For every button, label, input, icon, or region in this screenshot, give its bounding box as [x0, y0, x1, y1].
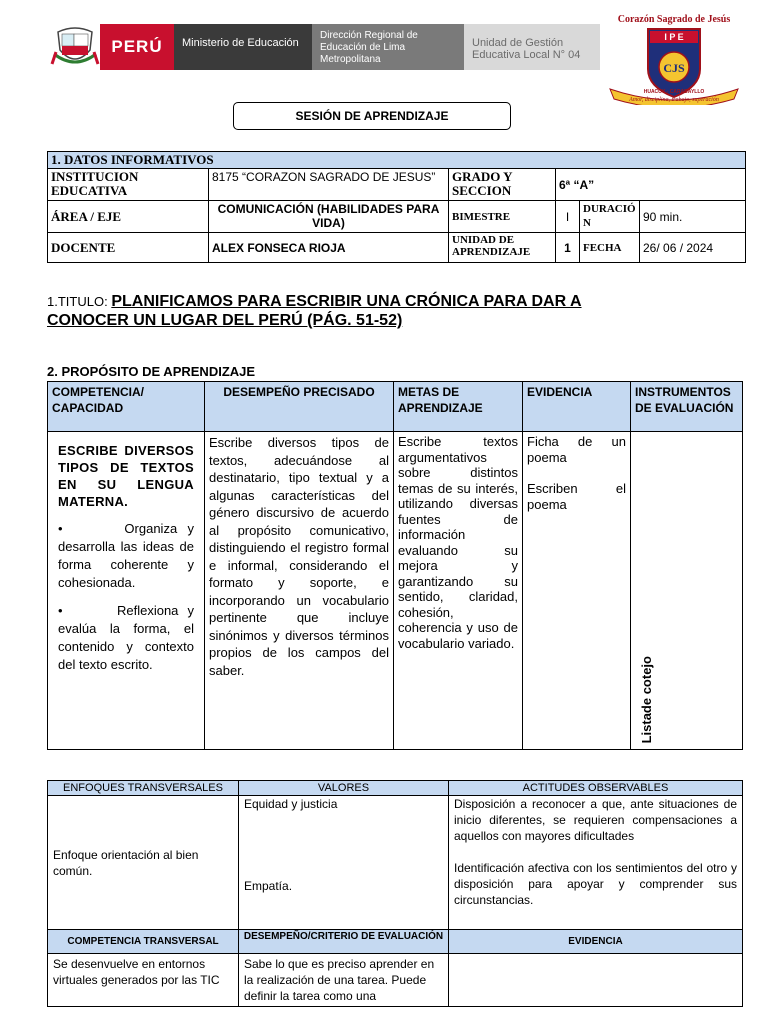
bimestre-value: I	[556, 201, 580, 233]
evidencia-1: Ficha de un poema	[527, 434, 626, 465]
competencia-cell	[48, 432, 205, 750]
school-initials-text: CJS	[663, 61, 685, 75]
ministerio-label: Ministerio de Educación	[174, 24, 312, 70]
metas-cell: Escribe textos argumentativos sobre distintos temas de su interés, utilizando diversas fuentes de información evaluando su mejora y garantizando su sentido, claridad, cohesión, coherencia y uso de vocabulario variado.	[394, 432, 523, 750]
grado-label: GRADO Y SECCION	[449, 169, 556, 201]
col-competencia-transversal: COMPETENCIA TRANSVERSAL	[48, 930, 239, 954]
school-ipe-text: I P E	[664, 32, 684, 42]
instrumento-cell	[631, 432, 743, 750]
actitudes-cell	[449, 796, 743, 930]
document-title: SESIÓN DE APRENDIZAJE	[233, 102, 511, 130]
evidencia-cell	[523, 432, 631, 750]
col-desempeno: DESEMPEÑO PRECISADO	[205, 382, 394, 432]
competencia-title: ESCRIBE DIVERSOS TIPOS DE TEXTOS EN SU LENGUA MATERNA.	[58, 443, 194, 509]
actitud-2: Identificación afectiva con los sentimientos del otro y disposición para apoyar y comprender sus circunstancias.	[454, 861, 737, 907]
school-shield-icon	[604, 25, 744, 105]
col-valores: VALORES	[239, 781, 449, 796]
evidencia-transversal-cell	[449, 954, 743, 1007]
institucion-label: INSTITUCION EDUCATIVA	[48, 169, 209, 201]
col-instrumentos: INSTRUMENTOS DE EVALUACIÓN	[631, 382, 743, 432]
fecha-label: FECHA	[580, 233, 640, 263]
fecha-value: 26/ 06 / 2024	[640, 233, 746, 263]
institucion-value: 8175 “CORAZON SAGRADO DE JESUS”	[209, 169, 449, 201]
enfoque-cell: Enfoque orientación al bien común.	[48, 796, 239, 930]
valor-1: Equidad y justicia	[244, 797, 338, 811]
desempeno-cell: Escribe diversos tipos de textos, adecuándose al destinatario, tipo textual y a algunas características del género discursivo de acuerdo al propósito comunicativo, distinguiendo el registro formal e informal, considerando el formato y soporte, e incorporando un vocabulario pertinente que incluye sinónimos y diversos términos propios de los campos del saber.	[205, 432, 394, 750]
competencia-transversal-cell: Se desenvuelve en entornos virtuales generados por las TIC	[48, 954, 239, 1007]
government-header-logo	[50, 24, 602, 70]
ugel-label: Unidad de Gestión Educativa Local N° 04	[464, 24, 600, 70]
school-name: Corazón Sagrado de Jesús	[617, 14, 731, 25]
docente-label: DOCENTE	[48, 233, 209, 263]
actitud-1: Disposición a reconocer a que, ante situaciones de inicio diferentes, se requieren compensaciones a aquellos con mayores dificultades	[454, 797, 737, 843]
direccion-label: Dirección Regional de Educación de Lima Metropolitana	[312, 24, 464, 70]
school-motto-text: Amor, disciplina, trabajo, superación	[629, 97, 719, 103]
enfoques-table	[47, 780, 743, 1007]
peru-crest-icon	[50, 24, 100, 70]
capacidad-item: • Organiza y desarrolla las ideas de forma coherente y cohesionada.	[58, 521, 194, 590]
titulo-number: 1.TITULO	[47, 294, 105, 309]
unidad-label: UNIDAD DE APRENDIZAJE	[449, 233, 556, 263]
valor-2: Empatía.	[244, 879, 293, 893]
proposito-table	[47, 381, 743, 750]
col-evidencia: EVIDENCIA	[523, 382, 631, 432]
bimestre-label: BIMESTRE	[449, 201, 556, 233]
duracion-value: 90 min.	[640, 201, 746, 233]
col-actitudes: ACTITUDES OBSERVABLES	[449, 781, 743, 796]
unidad-value: 1	[556, 233, 580, 263]
evidencia-2: Escriben el poema	[527, 481, 626, 512]
proposito-heading: 2. PROPÓSITO DE APRENDIZAJE	[47, 364, 256, 379]
instrumento-text: Listade cotejo	[639, 655, 654, 743]
session-title: 1.TITULO: PLANIFICAMOS PARA ESCRIBIR UNA CRÓNICA PARA DAR A CONOCER UN LUGAR DEL PERÚ (PÁG. 51-52)	[47, 293, 582, 329]
col-evidencia-t: EVIDENCIA	[449, 930, 743, 954]
col-desempeno-criterio: DESEMPEÑO/CRITERIO DE EVALUACIÓN	[239, 930, 449, 954]
peru-label: PERÚ	[100, 24, 174, 70]
col-enfoques: ENFOQUES TRANSVERSALES	[48, 781, 239, 796]
capacidad-item: • Reflexiona y evalúa la forma, el contenido y contexto del texto escrito.	[58, 603, 194, 672]
valores-cell	[239, 796, 449, 930]
col-competencia: COMPETENCIA/ CAPACIDAD	[48, 382, 205, 432]
school-logo	[604, 14, 744, 106]
docente-value: ALEX FONSECA RIOJA	[209, 233, 449, 263]
duracion-label: DURACIÓN	[580, 201, 640, 233]
area-label: ÁREA / EJE	[48, 201, 209, 233]
desempeno-transversal-cell: Sabe lo que es preciso aprender en la realización de una tarea. Puede definir la tarea como una	[239, 954, 449, 1007]
grado-value: 6ª “A”	[556, 169, 746, 201]
titulo-text: PLANIFICAMOS PARA ESCRIBIR UNA CRÓNICA PARA DAR A CONOCER UN LUGAR DEL PERÚ (PÁG. 51-52)	[47, 293, 582, 329]
school-location-text: HUACOY - CARABAYLLO	[643, 89, 705, 95]
col-metas: METAS DE APRENDIZAJE	[394, 382, 523, 432]
datos-informativos-table	[47, 151, 746, 263]
area-value: COMUNICACIÓN (HABILIDADES PARA VIDA)	[209, 201, 449, 233]
datos-section-title: 1. DATOS INFORMATIVOS	[48, 152, 746, 169]
